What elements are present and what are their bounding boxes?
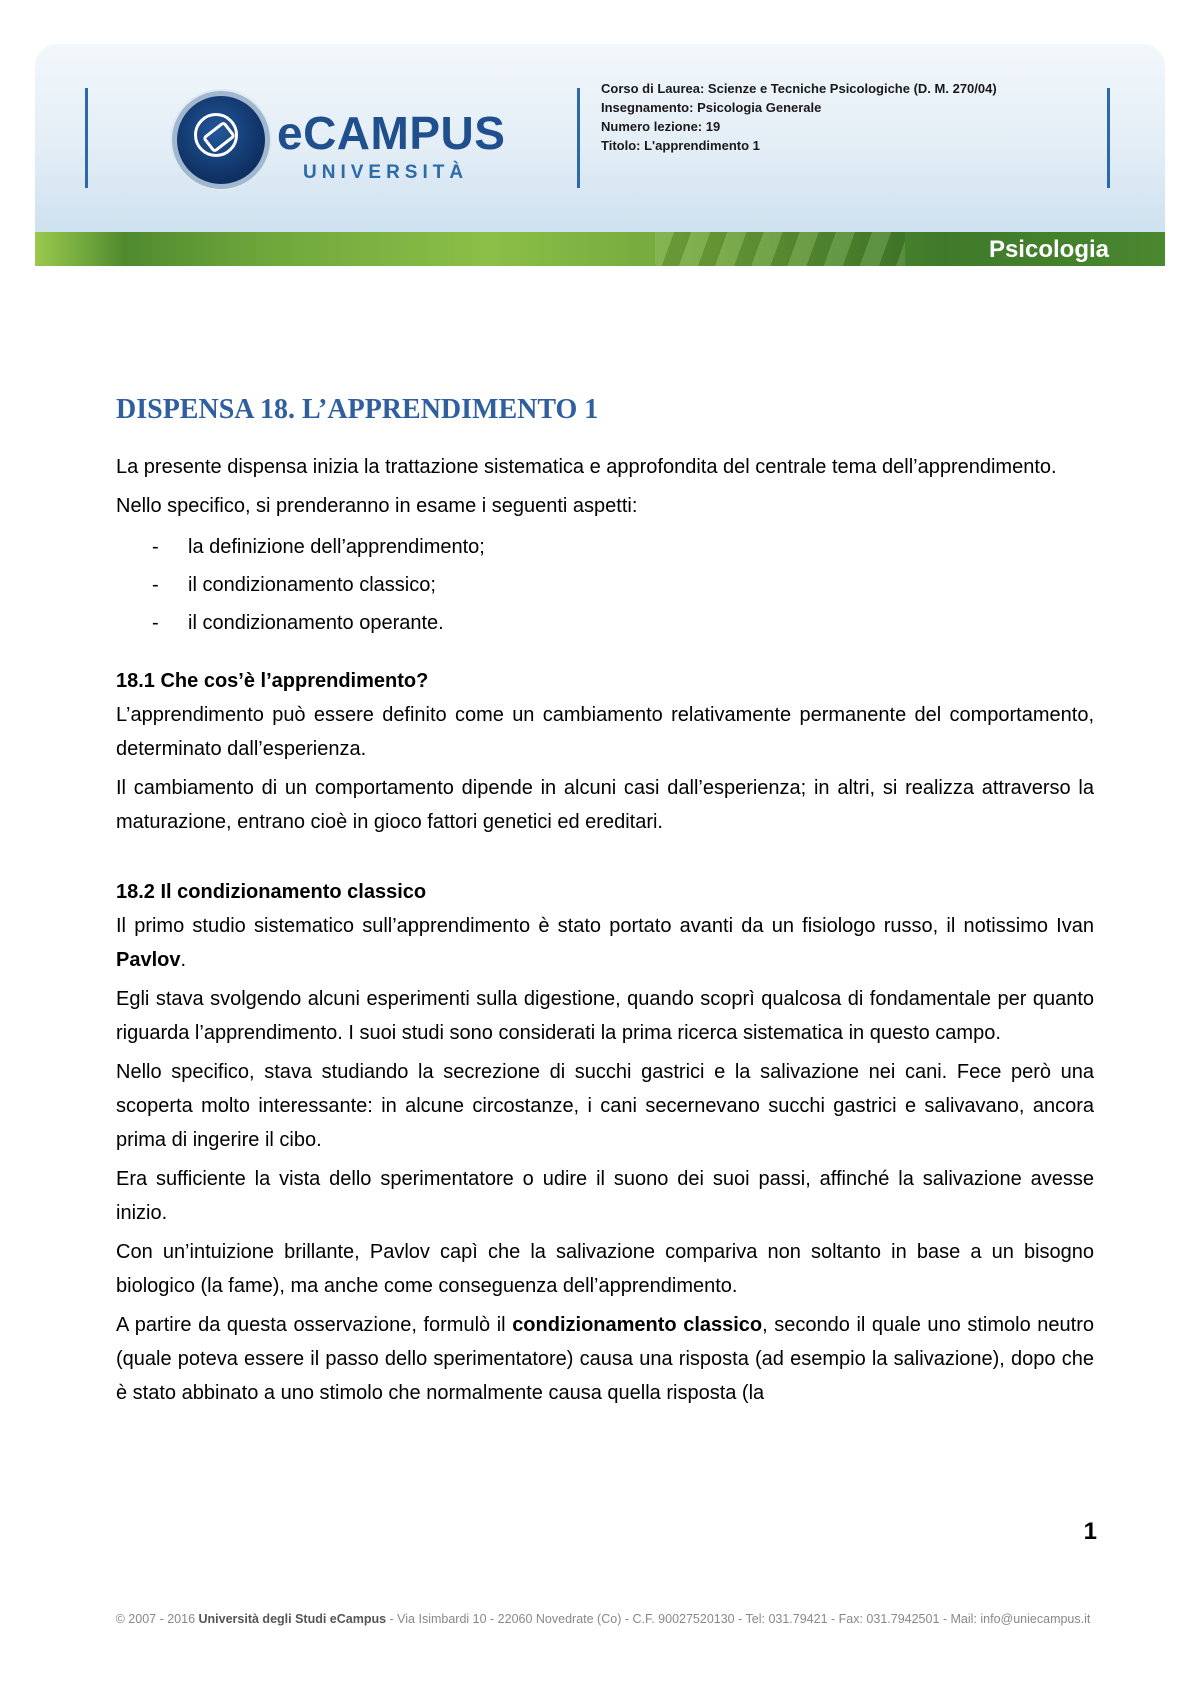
paragraph: L’apprendimento può essere definito come un cambiamento relativamente permanente del comportamento, determinato dall’esperienza.: [116, 704, 1094, 760]
header-divider-middle: [577, 88, 580, 188]
aspects-list: [116, 528, 1094, 642]
intro-paragraph: La presente dispensa inizia la trattazione sistematica e approfondita del centrale tema dell’apprendimento.: [116, 456, 1057, 478]
list-item: - il condizionamento operante.: [152, 612, 444, 634]
section-tag: Psicologia: [988, 236, 1109, 263]
paragraph: Con un’intuizione brillante, Pavlov capì che la salivazione compariva non soltanto in base a un bisogno biologico (la fame), ma anche come conseguenza dell’apprendimento.: [116, 1241, 1094, 1297]
document-header: [35, 44, 1165, 266]
aspects-intro: Nello specifico, si prenderanno in esame i seguenti aspetti:: [116, 495, 638, 517]
header-divider-right: [1107, 88, 1110, 188]
ecampus-logo-icon: [172, 91, 270, 189]
pavlov-bold: Pavlov: [116, 949, 181, 971]
paragraph: A partire da questa osservazione, formulò il condizionamento classico, secondo il quale uno stimolo neutro (quale poteva essere il passo dello sperimentatore) causa una risposta (ad esempio la salivazione), dopo che è stato abbinato a uno stimolo che normalmente causa quella risposta (la: [116, 1314, 1094, 1404]
paragraph: Il cambiamento di un comportamento dipende in alcuni casi dall’esperienza; in altri, si realizza attraverso la maturazione, entrano cioè in gioco fattori genetici ed ereditari.: [116, 777, 1094, 833]
list-item: - la definizione dell’apprendimento;: [152, 536, 485, 558]
page-footer: © 2007 - 2016 Università degli Studi eCampus - Via Isimbardi 10 - 22060 Novedrate (Co) - C.F. 90027520130 - Tel: 031.79421 - Fax: 031.7942501 - Mail: info@uniecampus.it: [115, 1612, 1091, 1626]
paragraph: Egli stava svolgendo alcuni esperimenti sulla digestione, quando scoprì qualcosa di fondamentale per quanto riguarda l’apprendimento. I suoi studi sono considerati la prima ricerca sistematica in questo campo.: [116, 988, 1094, 1044]
term-bold: condizionamento classico: [512, 1314, 763, 1336]
logo-subtitle: UNIVERSITÀ: [303, 162, 469, 183]
logo-wordmark: eCAMPUS: [277, 107, 506, 159]
document-title: DISPENSA 18. L’APPRENDIMENTO 1: [116, 394, 599, 425]
title-line: Titolo: L'apprendimento 1: [601, 138, 760, 153]
course-line: Corso di Laurea: Scienze e Tecniche Psicologiche (D. M. 270/04): [601, 81, 997, 96]
page-number: 1: [1083, 1518, 1097, 1545]
section-heading-18-1: 18.1 Che cos’è l’apprendimento?: [116, 670, 429, 692]
paragraph: Era sufficiente la vista dello sperimentatore o udire il suono dei suoi passi, affinché la salivazione avesse inizio.: [116, 1168, 1094, 1224]
paragraph: Il primo studio sistematico sull’apprendimento è stato portato avanti da un fisiologo russo, il notissimo Ivan Pavlov.: [116, 915, 1094, 971]
subject-line: Insegnamento: Psicologia Generale: [601, 100, 822, 115]
list-item: - il condizionamento classico;: [152, 574, 436, 596]
header-green-band: [35, 232, 1165, 266]
lesson-line: Numero lezione: 19: [601, 119, 721, 134]
document-body: [116, 394, 1094, 1415]
header-divider-left: [85, 88, 88, 188]
paragraph: Nello specifico, stava studiando la secrezione di succhi gastrici e la salivazione nei cani. Fece però una scoperta molto interessante: in alcune circostanze, i cani secernevano succhi gastrici e salivavano, ancora prima di ingerire il cibo.: [116, 1061, 1094, 1151]
course-info: [601, 79, 997, 155]
section-heading-18-2: 18.2 Il condizionamento classico: [116, 881, 427, 903]
